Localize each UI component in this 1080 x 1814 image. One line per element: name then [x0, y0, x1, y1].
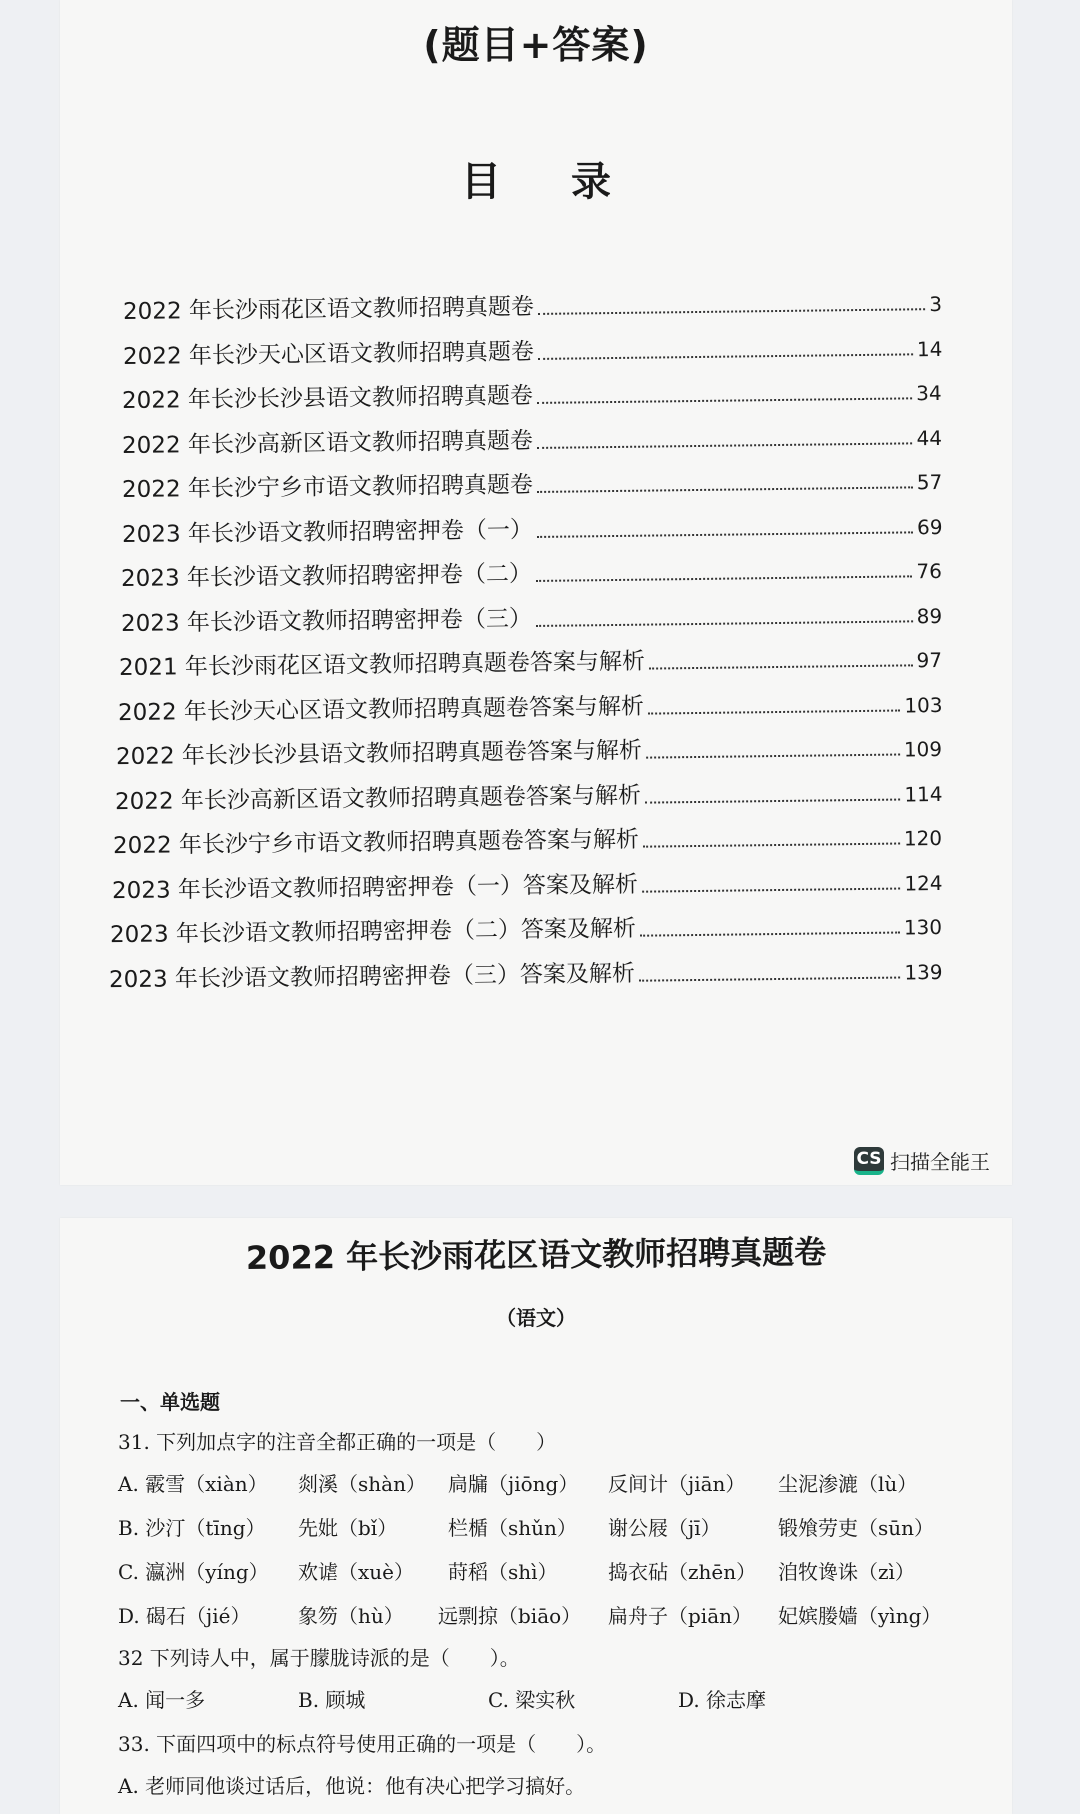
toc-entry-title: 2023 年长沙语文教师招聘密押卷（三）	[120, 605, 532, 637]
toc-leader-dots	[536, 531, 912, 538]
toc-leader-dots	[638, 976, 899, 981]
toc-entry-title: 2023 年长沙语文教师招聘密押卷（三）答案及解析	[108, 960, 635, 993]
watermark-text: 扫描全能王	[890, 1150, 990, 1174]
option-item: 锻飧劳吏（sūn）	[778, 1516, 935, 1540]
toc-entry-title: 2022 年长沙高新区语文教师招聘真题卷答案与解析	[114, 782, 641, 815]
toc-entry-page-number: 44	[916, 425, 943, 450]
toc-entry	[119, 640, 942, 682]
camscanner-watermark	[854, 1146, 990, 1175]
option-item: A. 闻一多	[118, 1688, 206, 1712]
option-item: 洎牧谗诛（zì）	[778, 1560, 915, 1584]
toc-entry-title: 2023 年长沙语文教师招聘密押卷（二）答案及解析	[109, 915, 637, 949]
table-of-contents	[60, 0, 1012, 1185]
toc-leader-dots	[537, 397, 912, 404]
question-31-option-row	[118, 1468, 998, 1498]
toc-entry	[122, 462, 943, 504]
option-item: 栏楯（shǔn）	[448, 1516, 577, 1540]
option-item: 反间计（jiān）	[608, 1472, 746, 1496]
toc-entry-page-number: 139	[903, 959, 943, 984]
toc-entry-page-number: 109	[903, 737, 943, 762]
toc-entry-page-number: 103	[903, 692, 943, 717]
toc-entry	[117, 685, 942, 727]
camscanner-logo-icon: CS	[854, 1147, 884, 1175]
toc-entry-page-number: 120	[903, 826, 943, 851]
toc-entry	[114, 774, 942, 816]
toc-leader-dots	[649, 664, 913, 669]
scanned-page-exam	[60, 1218, 1012, 1814]
toc-entry	[123, 329, 943, 371]
toc-entry	[121, 507, 942, 549]
toc-entry-title: 2023 年长沙语文教师招聘密押卷（一）答案及解析	[111, 871, 638, 904]
exam-title: 2022 年长沙雨花区语文教师招聘真题卷	[245, 1232, 827, 1278]
option-item: 象笏（hù）	[298, 1604, 404, 1628]
option-item: 扁舟子（piān）	[608, 1604, 753, 1628]
toc-entry	[121, 551, 942, 593]
toc-entry-title: 2022 年长沙宁乡市语文教师招聘真题卷答案与解析	[112, 826, 640, 860]
toc-leader-dots	[644, 798, 899, 803]
question-32-option-row	[118, 1684, 998, 1714]
toc-leader-dots	[537, 442, 913, 449]
toc-entry-title: 2023 年长沙语文教师招聘密押卷（二）	[121, 561, 533, 593]
option-item: 扃牖（jiōng）	[448, 1472, 579, 1496]
toc-leader-dots	[538, 308, 925, 315]
toc-entry-title: 2021 年长沙雨花区语文教师招聘真题卷答案与解析	[118, 648, 646, 682]
toc-entry-title: 2022 年长沙宁乡市语文教师招聘真题卷	[121, 472, 533, 504]
toc-leader-dots	[537, 486, 913, 493]
option-item: 谢公屐（jī）	[608, 1516, 721, 1540]
option-item: 尘泥渗漉（lù）	[778, 1472, 918, 1496]
toc-leader-dots	[647, 709, 899, 714]
document-title: (题目+答案)	[423, 23, 649, 67]
question-33-stem: 33. 下面四项中的标点符号使用正确的一项是（ ）。	[118, 1732, 607, 1756]
toc-leader-dots	[536, 620, 913, 627]
option-item: C. 梁实秋	[488, 1688, 576, 1712]
question-32-stem: 32 下列诗人中，属于朦胧诗派的是（ ）。	[118, 1646, 520, 1670]
toc-entry-title: 2023 年长沙语文教师招聘密押卷（一）	[121, 516, 533, 548]
toc-entry-title: 2022 年长沙天心区语文教师招聘真题卷	[122, 338, 534, 370]
option-item: 莳稻（shì）	[448, 1560, 558, 1584]
toc-entry	[111, 863, 942, 905]
toc-heading-char-2: 录	[571, 159, 611, 205]
question-31-stem: 31. 下列加点字的注音全都正确的一项是（ ）	[118, 1430, 557, 1454]
toc-entry-title: 2022 年长沙长沙县语文教师招聘真题卷答案与解析	[115, 737, 643, 771]
toc-entry	[113, 818, 942, 860]
section-heading: 一、单选题	[120, 1390, 220, 1414]
toc-heading-char-1: 目	[461, 159, 501, 205]
toc-leader-dots	[643, 843, 900, 848]
toc-leader-dots	[538, 353, 913, 360]
toc-leader-dots	[641, 887, 899, 892]
toc-entry-page-number: 69	[916, 514, 943, 539]
toc-entry-page-number: 89	[916, 603, 943, 628]
toc-entry-title: 2022 年长沙雨花区语文教师招聘真题卷	[122, 293, 535, 326]
toc-entry-page-number: 124	[903, 870, 943, 895]
toc-entry	[110, 907, 942, 949]
toc-entry-page-number: 57	[916, 470, 943, 495]
toc-entry	[116, 729, 942, 771]
toc-entry-page-number: 3	[929, 292, 943, 317]
toc-entry-page-number: 130	[903, 915, 943, 940]
toc-entry-page-number: 114	[903, 781, 943, 806]
toc-entry-page-number: 97	[916, 648, 943, 673]
option-item: B. 顾城	[298, 1688, 366, 1712]
option-item: 欢谑（xuè）	[298, 1560, 414, 1584]
exam-subtitle: （语文）	[496, 1306, 576, 1330]
question-33-option-a: A. 老师同他谈过话后，他说：他有决心把学习搞好。	[118, 1774, 586, 1798]
option-item: 捣衣砧（zhēn）	[608, 1560, 757, 1584]
toc-leader-dots	[536, 575, 912, 582]
option-item: A. 霰雪（xiàn）	[118, 1472, 268, 1496]
toc-leader-dots	[640, 932, 900, 937]
option-item: 远剽掠（biāo）	[438, 1604, 582, 1628]
toc-entry	[122, 418, 942, 460]
option-item: D. 徐志摩	[678, 1688, 767, 1712]
option-item: 先妣（bǐ）	[298, 1516, 398, 1540]
toc-entry	[121, 596, 942, 638]
toc-leader-dots	[646, 754, 900, 759]
option-item: C. 瀛洲（yíng）	[118, 1560, 269, 1584]
option-item: B. 沙汀（tīng）	[118, 1516, 266, 1540]
toc-entry-title: 2022 年长沙长沙县语文教师招聘真题卷	[122, 382, 534, 415]
question-31-option-row	[118, 1600, 998, 1630]
toc-entry	[123, 284, 942, 326]
toc-entry-page-number: 76	[916, 559, 943, 584]
toc-entry-title: 2022 年长沙天心区语文教师招聘真题卷答案与解析	[117, 693, 644, 726]
scanned-page-toc	[60, 0, 1012, 1185]
toc-entry-page-number: 34	[916, 381, 943, 406]
option-item: 剡溪（shàn）	[298, 1472, 426, 1496]
question-31-option-row	[118, 1556, 998, 1586]
toc-entry-title: 2022 年长沙高新区语文教师招聘真题卷	[122, 427, 534, 459]
question-31-option-row	[118, 1512, 998, 1542]
toc-entry	[122, 373, 942, 415]
toc-entry-page-number: 14	[916, 336, 943, 361]
option-item: D. 碣石（jié）	[118, 1604, 251, 1628]
toc-entry	[108, 952, 942, 994]
option-item: 妃嫔媵嫱（yìng）	[778, 1604, 942, 1628]
